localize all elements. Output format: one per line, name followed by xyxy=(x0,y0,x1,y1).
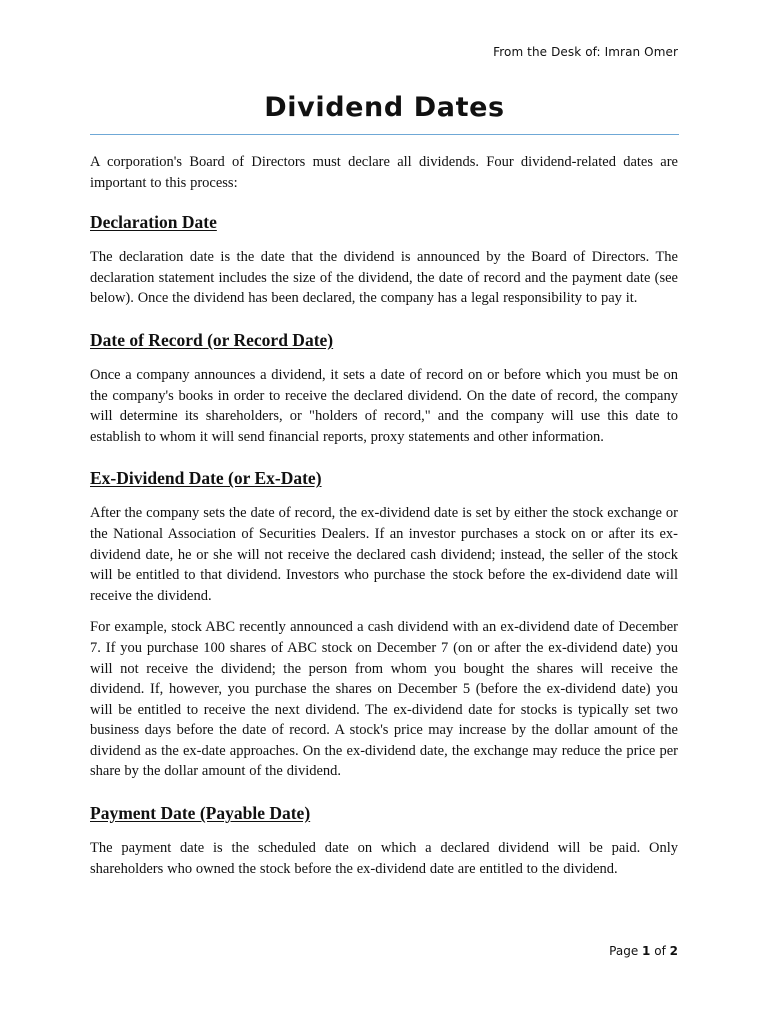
section-heading-date-of-record: Date of Record (or Record Date) xyxy=(90,329,334,350)
from-desk-note: From the Desk of: Imran Omer xyxy=(493,45,678,59)
page-number xyxy=(609,944,678,958)
of-word: of xyxy=(654,944,666,958)
section-paragraph: The payment date is the scheduled date on which a declared dividend will be paid. Only shareholders who owned the stock before the ex-dividend date are entitled to the dividend. xyxy=(90,840,678,877)
section-heading-declaration-date: Declaration Date xyxy=(90,212,217,233)
section-heading-payment-date: Payment Date (Payable Date) xyxy=(90,803,311,824)
section-paragraph: The declaration date is the date that the dividend is announced by the Board of Directors. The declaration statement includes the size of the dividend, the date of record and the payment date (see below). Once the dividend has been declared, the company has a legal responsibility to pay it. xyxy=(90,249,678,307)
section-heading-ex-dividend-date: Ex-Dividend Date (or Ex-Date) xyxy=(90,468,322,489)
intro-paragraph: A corporation's Board of Directors must declare all dividends. Four dividend-related dates are important to this process: xyxy=(90,154,678,191)
total-pages: 2 xyxy=(669,944,678,958)
document-title: Dividend Dates xyxy=(264,92,505,123)
current-page: 1 xyxy=(642,944,651,958)
title-divider xyxy=(90,134,679,135)
document-body xyxy=(90,152,678,890)
page-word: Page xyxy=(609,944,639,958)
section-paragraph: After the company sets the date of record, the ex-dividend date is set by either the stock exchange or the National Association of Securities Dealers. If an investor purchases a stock on or after its ex-dividend date, he or she will not receive the declared cash dividend; instead, the seller of the stock will be entitled to that dividend. Investors who purchase the stock before the ex-dividend date will receive the dividend. xyxy=(90,505,678,604)
section-paragraph: Once a company announces a dividend, it sets a date of record on or before which you must be on the company's books in order to receive the declared dividend. On the date of record, the company will determine its shareholders, or "holders of record," and the company will use this date to establish to whom it will send financial reports, proxy statements and other information. xyxy=(90,366,678,445)
section-paragraph: For example, stock ABC recently announced a cash dividend with an ex-dividend date of December 7. If you purchase 100 shares of ABC stock on December 7 (on or after the ex-dividend date) you will not receive the dividend; the person from whom you bought the shares will receive the dividend. If, however, you purchase the shares on December 5 (before the ex-dividend date) you will be entitled to receive the next dividend. The ex-dividend date for stocks is typically set two business days before the date of record. A stock's price may increase by the dollar amount of the dividend as the ex-date approaches. On the ex-dividend date, the exchange may reduce the price per share by the dollar amount of the dividend. xyxy=(90,619,678,780)
